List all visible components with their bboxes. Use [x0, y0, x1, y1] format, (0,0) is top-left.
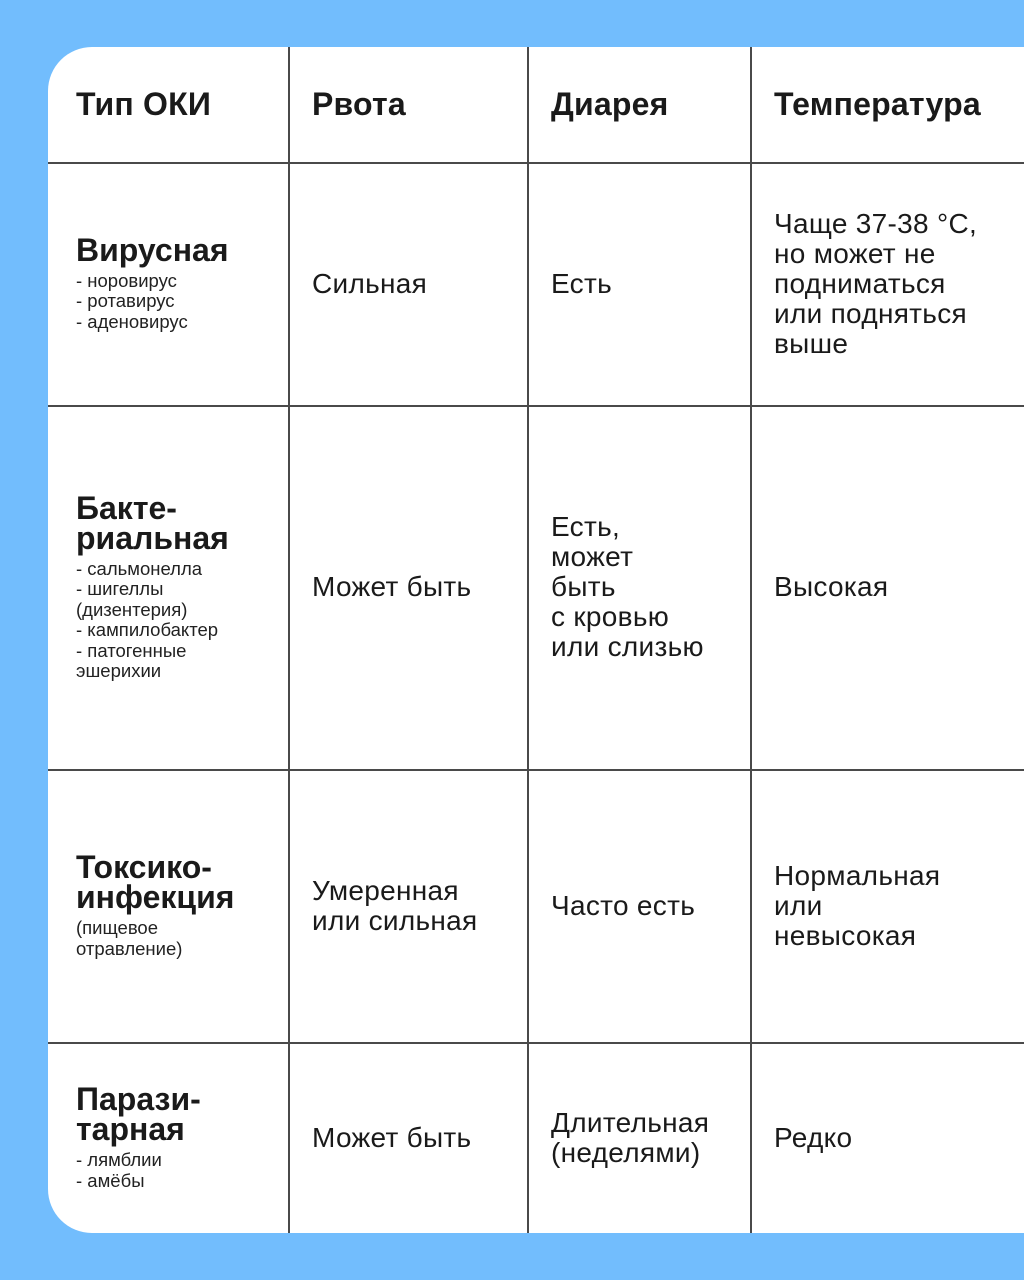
- row-viral-temperature: Чаще 37-38 °C, но может не подниматься или подняться выше: [774, 207, 978, 359]
- row-viral-vomiting: Сильная: [312, 267, 428, 299]
- row-viral-type: [76, 162, 288, 405]
- row-parasitic-diarrhea: Длительная (неделями): [551, 1106, 710, 1168]
- infection-type-title: Вирусная: [76, 231, 229, 268]
- header-temperature-label: Температура: [774, 86, 981, 122]
- header-diarrhea-label: Диарея: [551, 86, 669, 122]
- infection-subtypes: - норовирус - ротавирус - аденовирус: [76, 269, 188, 332]
- row-bacterial-diarrhea: Есть, может быть с кровью или слизью: [551, 511, 704, 662]
- header-type-label: Тип ОКИ: [76, 86, 212, 122]
- row-parasitic-temperature: Редко: [774, 1121, 853, 1153]
- row-toxicoinfection-diarrhea: Часто есть: [551, 889, 696, 921]
- header-type: [76, 47, 288, 162]
- row-viral-diarrhea: Есть: [551, 267, 612, 299]
- infection-subtypes: - сальмонелла - шигеллы (дизентерия) - кампилобактер - патогенные эшерихии: [76, 557, 219, 681]
- comparison-table-card: [48, 47, 1024, 1233]
- column-divider: [288, 47, 290, 1233]
- infection-type-title: Токсико- инфекция: [76, 849, 235, 915]
- row-toxicoinfection-temperature: Нормальная или невысокая: [774, 859, 941, 951]
- header-temperature: [774, 47, 1024, 162]
- header-vomiting-label: Рвота: [312, 86, 406, 122]
- header-diarrhea: [551, 47, 750, 162]
- row-bacterial-vomiting: Может быть: [312, 571, 472, 602]
- infection-subtypes: (пищевое отравление): [76, 917, 183, 959]
- header-vomiting: [312, 47, 527, 162]
- infection-type-title: Парази- тарная: [76, 1081, 201, 1147]
- infection-type-title: Бакте- риальная: [76, 489, 229, 556]
- row-toxicoinfection-type: [76, 769, 288, 1042]
- row-parasitic-vomiting: Может быть: [312, 1121, 472, 1153]
- row-bacterial-temperature: Высокая: [774, 571, 889, 602]
- column-divider: [750, 47, 752, 1233]
- row-toxicoinfection-vomiting: Умеренная или сильная: [312, 874, 478, 936]
- infection-subtypes: - лямблии - амёбы: [76, 1149, 162, 1191]
- row-parasitic-type: [76, 1042, 288, 1233]
- row-bacterial-type: [76, 405, 288, 769]
- column-divider: [527, 47, 529, 1233]
